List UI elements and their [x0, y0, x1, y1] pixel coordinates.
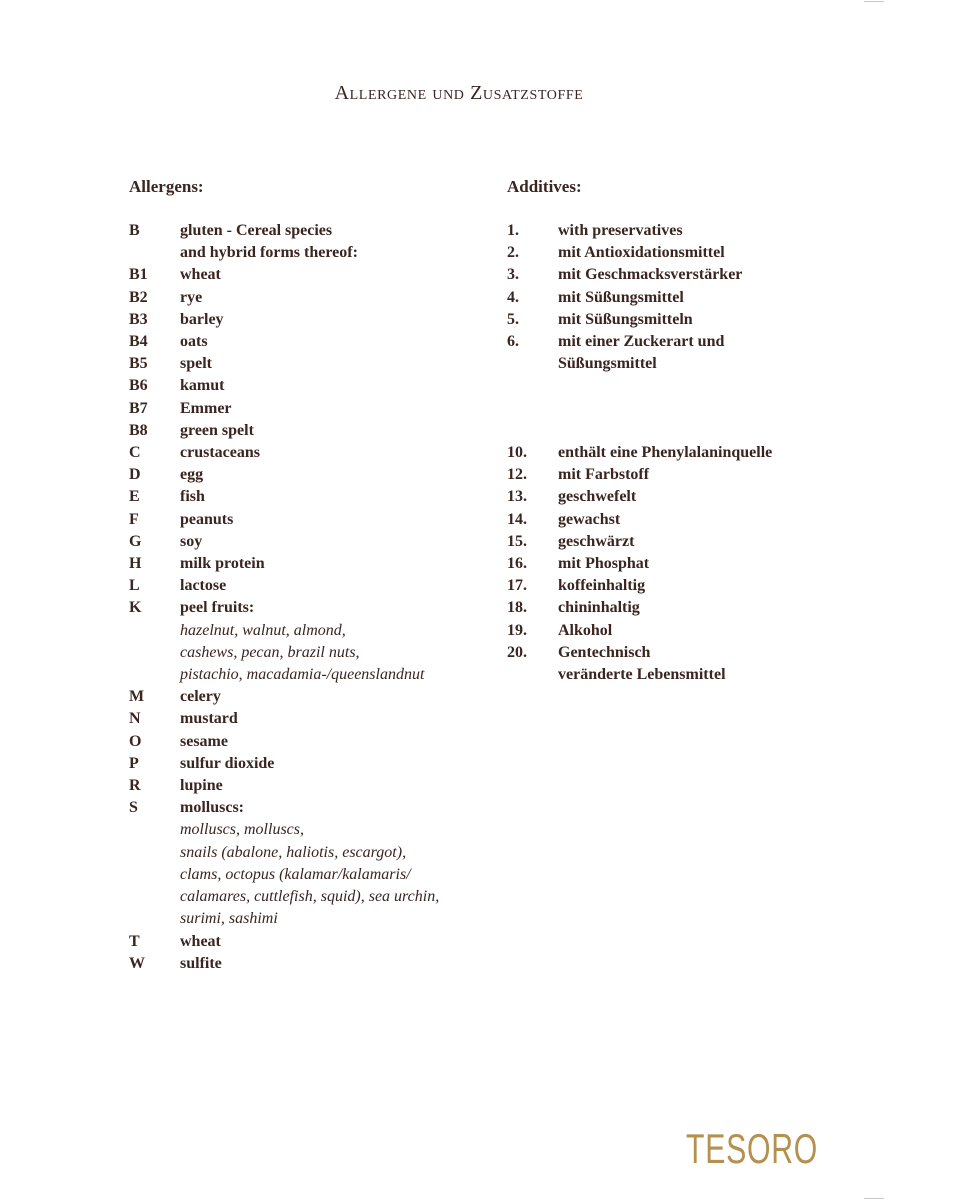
crop-mark-bottom	[864, 1198, 884, 1199]
additive-text-line: geschwärzt	[558, 532, 635, 550]
additive-number: 17.	[507, 577, 527, 595]
allergen-entry	[129, 553, 489, 575]
allergen-code: B7	[129, 399, 148, 417]
additive-text-line: gewachst	[558, 510, 621, 528]
allergen-code: H	[129, 555, 142, 573]
additive-list-gap	[507, 375, 837, 442]
additive-entry	[507, 331, 837, 375]
additive-text-line: mit Antioxidationsmittel	[558, 244, 725, 262]
allergen-description	[180, 753, 274, 775]
additive-text-line: mit Farbstoff	[558, 466, 650, 484]
additives-column	[507, 176, 837, 686]
additive-entry	[507, 553, 837, 575]
additive-text-line: enthält eine Phenylalaninquelle	[558, 444, 773, 462]
allergen-code: P	[129, 754, 139, 772]
additive-description	[558, 509, 620, 531]
allergen-entry	[129, 375, 489, 397]
additive-description	[558, 309, 693, 331]
allergen-text-line: kamut	[180, 377, 225, 395]
allergen-detail-line: surimi, sashimi	[180, 910, 278, 928]
allergen-text-line: sulfite	[180, 954, 222, 972]
allergen-text-line: mustard	[180, 710, 238, 728]
additive-number: 13.	[507, 488, 527, 506]
allergen-description	[180, 797, 439, 930]
allergen-code: D	[129, 466, 141, 484]
additive-number: 10.	[507, 444, 527, 462]
allergen-description	[180, 220, 358, 264]
additive-number: 15.	[507, 532, 527, 550]
allergen-code: C	[129, 444, 141, 462]
allergen-code: R	[129, 777, 141, 795]
brand-logo: TESORO	[686, 1125, 819, 1172]
allergen-description	[180, 264, 221, 286]
allergen-entry	[129, 775, 489, 797]
additive-text-line: Gentechnisch	[558, 643, 651, 661]
allergen-entry	[129, 531, 489, 553]
allergen-code: E	[129, 488, 140, 506]
allergen-code: L	[129, 577, 140, 595]
allergen-code: O	[129, 732, 142, 750]
allergen-description	[180, 531, 202, 553]
allergen-entry	[129, 398, 489, 420]
additive-number: 6.	[507, 333, 519, 351]
allergen-detail-line: snails (abalone, haliotis, escargot),	[180, 843, 407, 861]
page-title: Allergene und Zusatzstoffe	[334, 82, 584, 104]
additive-text-line: mit Süßungsmittel	[558, 288, 684, 306]
allergen-entry	[129, 264, 489, 286]
additive-description	[558, 287, 684, 309]
additive-text-line: veränderte Lebensmittel	[558, 666, 726, 684]
additives-heading: Additives:	[507, 177, 582, 196]
additive-description	[558, 553, 649, 575]
allergens-column	[129, 176, 489, 975]
additive-entry	[507, 486, 837, 508]
allergen-entry	[129, 797, 489, 930]
allergen-text-line: egg	[180, 466, 204, 484]
additive-entry	[507, 220, 837, 242]
allergen-text-line: peel fruits:	[180, 599, 255, 617]
additive-entry	[507, 620, 837, 642]
additive-text-line: chininhaltig	[558, 599, 640, 617]
allergen-description	[180, 464, 203, 486]
allergen-code: M	[129, 688, 145, 706]
allergen-description	[180, 353, 212, 375]
allergen-description	[180, 553, 265, 575]
allergen-description	[180, 708, 238, 730]
additive-entry	[507, 597, 837, 619]
allergen-code: T	[129, 932, 140, 950]
allergen-description	[180, 331, 208, 353]
additive-text-line: koffeinhaltig	[558, 577, 646, 595]
allergen-code: F	[129, 510, 139, 528]
allergen-entry	[129, 464, 489, 486]
allergen-code: B4	[129, 333, 148, 351]
allergen-detail-line: clams, octopus (kalamar/kalamaris/	[180, 865, 411, 883]
allergen-description	[180, 953, 222, 975]
additive-description	[558, 620, 612, 642]
additive-description	[558, 242, 725, 264]
allergen-description	[180, 686, 221, 708]
additive-entry	[507, 242, 837, 264]
allergen-text-line: wheat	[180, 266, 221, 284]
allergen-description	[180, 486, 205, 508]
additive-entry	[507, 464, 837, 486]
allergen-text-line: sesame	[180, 732, 228, 750]
allergen-text-line: sulfur dioxide	[180, 754, 275, 772]
additive-text-line: Süßungsmittel	[558, 355, 657, 373]
allergen-description	[180, 442, 260, 464]
allergen-entry	[129, 753, 489, 775]
allergen-text-line: green spelt	[180, 421, 254, 439]
allergen-code: B3	[129, 310, 148, 328]
allergen-description	[180, 775, 223, 797]
additive-description	[558, 464, 649, 486]
allergen-description	[180, 509, 233, 531]
allergens-heading: Allergens:	[129, 177, 204, 196]
allergen-text-line: molluscs:	[180, 799, 244, 817]
allergen-text-line: barley	[180, 310, 224, 328]
additive-number: 20.	[507, 643, 527, 661]
additive-number: 3.	[507, 266, 519, 284]
additive-description	[558, 486, 636, 508]
allergen-entry	[129, 575, 489, 597]
allergen-description	[180, 731, 228, 753]
additive-description	[558, 642, 726, 686]
allergen-entry	[129, 686, 489, 708]
allergen-text-line: and hybrid forms thereof:	[180, 244, 358, 262]
allergen-entry	[129, 287, 489, 309]
additive-list-group-1	[507, 220, 837, 375]
allergen-text-line: lactose	[180, 577, 227, 595]
allergen-detail-line: cashews, pecan, brazil nuts,	[180, 643, 360, 661]
allergen-description	[180, 398, 232, 420]
allergen-description	[180, 309, 224, 331]
allergen-entry	[129, 353, 489, 375]
allergen-entry	[129, 220, 489, 264]
additive-number: 16.	[507, 555, 527, 573]
additive-text-line: geschwefelt	[558, 488, 637, 506]
additive-description	[558, 331, 724, 375]
additive-description	[558, 220, 683, 242]
additive-number: 2.	[507, 244, 519, 262]
allergen-description	[180, 420, 254, 442]
additive-entry	[507, 642, 837, 686]
allergen-text-line: wheat	[180, 932, 221, 950]
allergen-description	[180, 287, 202, 309]
allergen-text-line: rye	[180, 288, 203, 306]
additive-text-line: mit einer Zuckerart und	[558, 333, 725, 351]
allergen-entry	[129, 953, 489, 975]
allergen-entry	[129, 597, 489, 686]
allergen-entry	[129, 509, 489, 531]
additive-list-group-2	[507, 442, 837, 686]
allergen-code: B	[129, 222, 140, 239]
allergen-code: S	[129, 799, 138, 817]
allergen-text-line: spelt	[180, 355, 212, 373]
allergen-detail-line: molluscs, molluscs,	[180, 821, 304, 839]
additive-text-line: Alkohol	[558, 621, 613, 639]
allergen-entry	[129, 442, 489, 464]
additive-number: 4.	[507, 288, 519, 306]
additive-text-line: mit Geschmacksverstärker	[558, 266, 743, 284]
additive-text-line: mit Süßungsmitteln	[558, 310, 693, 328]
allergen-text-line: soy	[180, 532, 203, 550]
additive-number: 5.	[507, 310, 519, 328]
additive-entry	[507, 287, 837, 309]
allergen-detail-line: calamares, cuttlefish, squid), sea urchin,	[180, 888, 440, 906]
allergen-description	[180, 575, 226, 597]
additive-description	[558, 531, 634, 553]
allergen-text-line: crustaceans	[180, 444, 260, 462]
allergen-entry	[129, 309, 489, 331]
additive-description	[558, 597, 640, 619]
allergen-text-line: peanuts	[180, 510, 234, 528]
allergen-text-line: fish	[180, 488, 205, 506]
allergen-entry	[129, 420, 489, 442]
additive-number: 19.	[507, 621, 527, 639]
additive-entry	[507, 442, 837, 464]
additive-entry	[507, 575, 837, 597]
allergen-text-line: milk protein	[180, 555, 265, 573]
allergen-code: N	[129, 710, 141, 728]
allergen-text-line: oats	[180, 333, 208, 351]
allergen-list	[129, 220, 489, 975]
additive-number: 1.	[507, 222, 519, 239]
allergen-entry	[129, 331, 489, 353]
allergen-detail-line: pistachio, macadamia-/queenslandnut	[180, 666, 425, 684]
allergen-code: B6	[129, 377, 148, 395]
allergen-text-line: lupine	[180, 777, 223, 795]
additive-entry	[507, 264, 837, 286]
additive-description	[558, 575, 645, 597]
allergen-code: G	[129, 532, 142, 550]
allergen-entry	[129, 708, 489, 730]
allergen-code: B1	[129, 266, 148, 284]
allergen-detail-line: hazelnut, walnut, almond,	[180, 621, 346, 639]
allergen-description	[180, 931, 221, 953]
allergen-text-line: celery	[180, 688, 221, 706]
additive-description	[558, 442, 772, 464]
allergen-entry	[129, 731, 489, 753]
additive-number: 18.	[507, 599, 527, 617]
allergen-code: B5	[129, 355, 148, 373]
allergen-entry	[129, 931, 489, 953]
additive-text-line: mit Phosphat	[558, 555, 650, 573]
additive-entry	[507, 309, 837, 331]
additive-entry	[507, 509, 837, 531]
additive-number: 12.	[507, 466, 527, 484]
additive-entry	[507, 531, 837, 553]
allergen-code: W	[129, 954, 145, 972]
allergen-text-line: Emmer	[180, 399, 232, 417]
additive-description	[558, 264, 742, 286]
additive-text-line: with preservatives	[558, 222, 683, 239]
allergen-text-line: gluten - Cereal species	[180, 222, 333, 239]
crop-mark-top	[864, 1, 884, 2]
additive-number: 14.	[507, 510, 527, 528]
allergen-description	[180, 597, 424, 686]
allergen-code: B2	[129, 288, 148, 306]
allergen-entry	[129, 486, 489, 508]
allergen-code: B8	[129, 421, 148, 439]
allergen-code: K	[129, 599, 142, 617]
allergen-description	[180, 375, 224, 397]
